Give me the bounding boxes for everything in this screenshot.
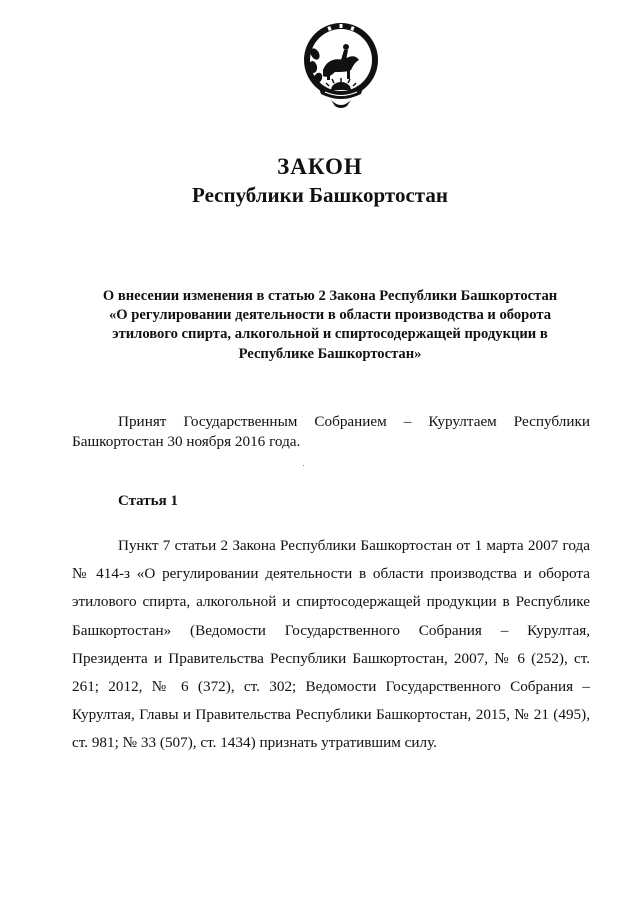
document-subtitle: Республики Башкортостан — [192, 183, 448, 207]
scan-artifact — [303, 465, 304, 466]
article-title: Статья 1 — [118, 493, 178, 509]
coat-of-arms-icon — [301, 20, 381, 112]
subject-line: О внесении изменения в статью 2 Закона Республики Башкортостан — [102, 288, 558, 304]
subject-line: этилового спирта, алкогольной и спиртосодержащей продукции в — [112, 326, 548, 343]
subject-line: Республике Башкортостан» — [238, 345, 422, 362]
adoption-statement: Принят Государственным Собранием – Курултаем Республики Башкортостан 30 ноября 2016 года. — [72, 413, 590, 450]
document-title: ЗАКОН — [277, 154, 363, 179]
law-subject — [70, 287, 590, 364]
article-body: Пункт 7 статьи 2 Закона Республики Башкортостан от 1 марта 2007 года № 414-з «О регулировании деятельности в области производства и оборота этилового спирта, алкогольной и спиртосодержащей продукции в Республике Башкортостан» (Ведомости Государственного Собрания – Курултая, Президента и Правительства Республики Башкортостан, 2007, № 6 (252), ст. 261; 2012, № 6 (372), ст. 302; Ведомости Государственного Собрания – Курултая, Главы и Правительства Республики Башкортостан, 2015, № 21 (495), ст. 981; № 33 (507), ст. 1434) признать утратившим силу. — [72, 537, 590, 752]
subject-line: «О регулировании деятельности в области производства и оборота — [108, 307, 552, 324]
